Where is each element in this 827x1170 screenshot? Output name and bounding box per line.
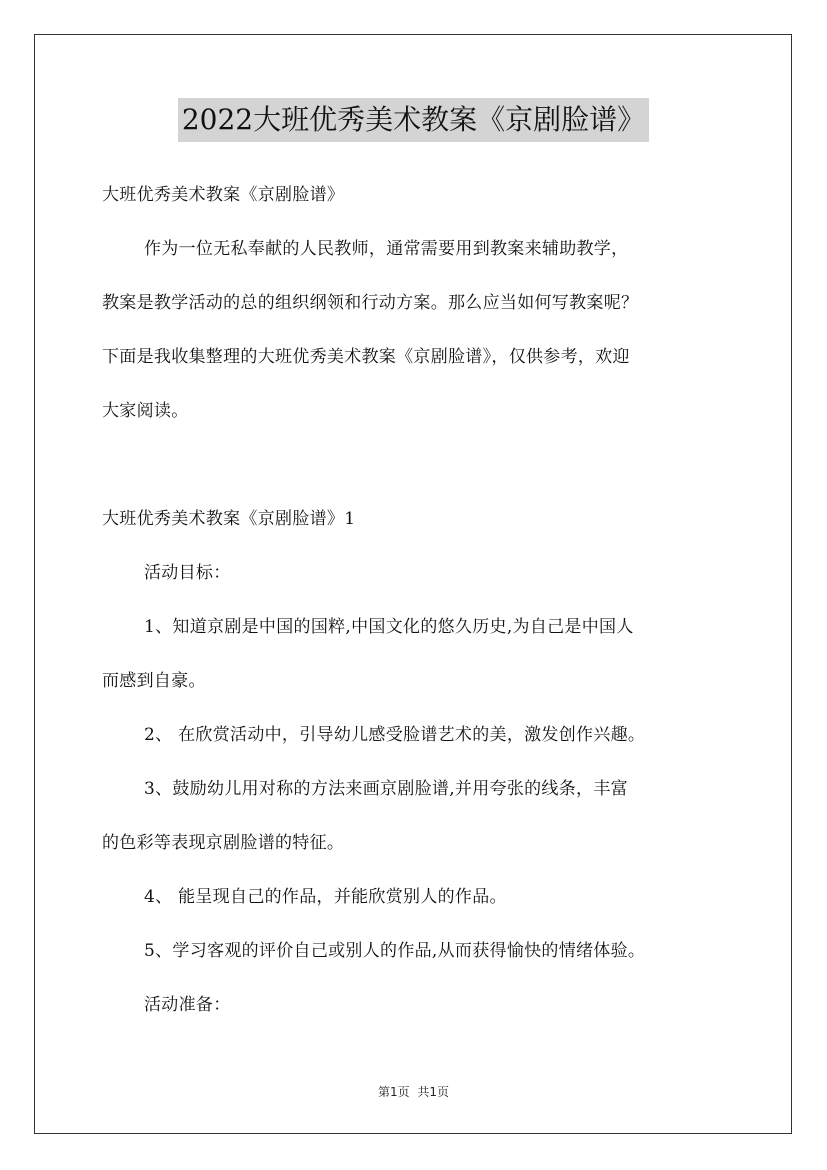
prep-heading: 活动准备： (144, 995, 231, 1015)
goal-line: 4、 能呈现自己的作品，并能欣赏别人的作品。 (144, 887, 507, 907)
title-container (0, 98, 827, 142)
goal-line: 的色彩等表现京剧脸谱的特征。 (102, 833, 345, 853)
page-footer (0, 1082, 827, 1102)
goals-heading: 活动目标： (144, 563, 231, 583)
goal-line: 2、 在欣赏活动中，引导幼儿感受脸谱艺术的美，激发创作兴趣。 (144, 725, 646, 745)
intro-line: 下面是我收集整理的大班优秀美术教案《京剧脸谱》，仅供参考，欢迎 (102, 347, 630, 367)
document-title: 2022大班优秀美术教案《京剧脸谱》 (178, 98, 649, 142)
paragraph-gap (102, 438, 732, 492)
document-body (102, 168, 732, 1032)
intro-line: 作为一位无私奉献的人民教师，通常需要用到教案来辅助教学， (144, 239, 629, 259)
page-number-current: 第1页 (377, 1085, 410, 1099)
goal-line: 1、知道京剧是中国的国粹,中国文化的悠久历史,为自己是中国人 (144, 617, 634, 637)
goal-line: 3、鼓励幼儿用对称的方法来画京剧脸谱,并用夸张的线条，丰富 (144, 779, 628, 799)
page-number-total: 共1页 (417, 1085, 450, 1099)
section-title: 大班优秀美术教案《京剧脸谱》1 (102, 509, 356, 529)
intro-line: 教案是教学活动的总的组织纲领和行动方案。那么应当如何写教案呢？ (102, 293, 639, 313)
document-subtitle: 大班优秀美术教案《京剧脸谱》 (102, 185, 345, 205)
goal-line: 而感到自豪。 (102, 671, 206, 691)
intro-line: 大家阅读。 (102, 401, 189, 421)
goal-line: 5、学习客观的评价自己或别人的作品,从而获得愉快的情绪体验。 (144, 941, 646, 961)
